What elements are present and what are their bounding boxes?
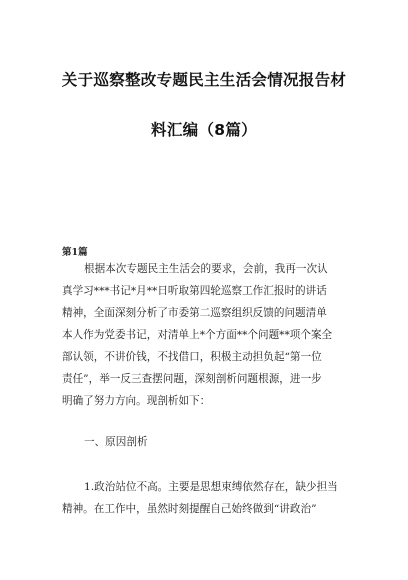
paragraph-line: 精神。在工作中，虽然时刻提醒自己始终做到“讲政治”: [62, 503, 317, 515]
paragraph-line: 明确了努力方向。现剖析如下：: [62, 395, 211, 407]
paragraph-analysis: [62, 476, 346, 520]
paragraph-intro: [62, 258, 346, 412]
paragraph-line: 部认领，不讲价钱，不找借口，积极主动担负起“第一位: [62, 351, 322, 363]
document-title-line-1: 关于巡察整改专题民主生活会情况报告材: [61, 71, 347, 89]
paragraph-line: 根据本次专题民主生活会的要求，会前，我再一次认: [84, 263, 328, 275]
section-heading: 一、原因剖析: [84, 436, 148, 448]
document-title-line-2: 料汇编（8篇）: [151, 121, 257, 139]
paragraph-line: 本人作为党委书记，对清单上*个方面**个问题**项个案全: [62, 329, 333, 341]
paragraph-line: 1.政治站位不高。主要是思想束缚依然存在，缺少担当: [84, 481, 338, 493]
section-label: 第1篇: [62, 247, 88, 258]
paragraph-line: 真学习***书记*月**日听取第四轮巡察工作汇报时的讲话: [62, 285, 327, 297]
paragraph-line: 责任”，举一反三查摆问题，深刻剖析问题根源，进一步: [62, 373, 322, 385]
paragraph-line: 精神，全面深刻分析了市委第二巡察组织反馈的问题清单: [62, 307, 327, 319]
